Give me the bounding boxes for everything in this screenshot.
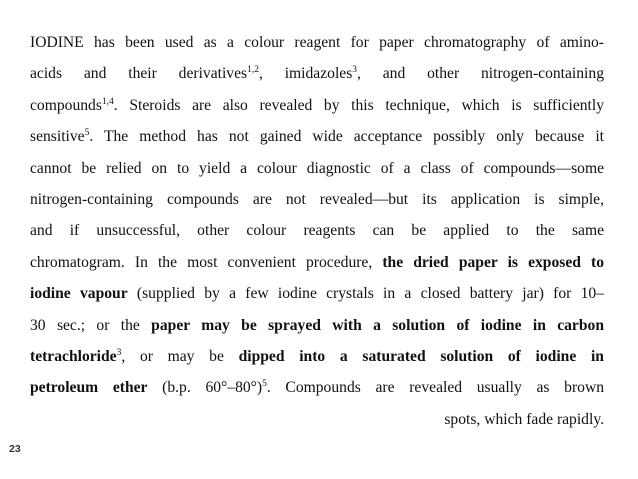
bold-text-run: the dried paper is exposed to xyxy=(382,253,605,271)
text-run: and if unsuccessful, other colour reagents can be applied to the same xyxy=(30,222,604,240)
text-run: 30 sec.; or the xyxy=(30,316,152,334)
text-run: . Compounds are revealed usually as brown xyxy=(266,379,605,397)
text-run: nitrogen-containing compounds are not revealed—but its application is simple, xyxy=(30,190,604,208)
citation-superscript: 3 xyxy=(352,65,358,76)
text-line xyxy=(30,27,604,58)
text-run: acids and their derivatives xyxy=(30,65,248,83)
text-run: (supplied by a few iodine crystals in a closed battery jar) for 10– xyxy=(127,285,604,303)
citation-superscript: 3 xyxy=(116,347,122,358)
citation-superscript: 1,4 xyxy=(101,96,114,107)
text-line xyxy=(30,247,604,278)
text-line xyxy=(30,341,604,372)
text-line xyxy=(30,278,604,309)
page-number: 23 xyxy=(9,443,21,455)
text-run: spots, which fade rapidly. xyxy=(444,410,604,428)
text-run: chromatogram. In the most convenient procedure, xyxy=(30,253,383,271)
text-line xyxy=(30,58,604,89)
text-line xyxy=(30,184,604,215)
text-run: , imidazoles xyxy=(258,65,353,83)
text-run: , or may be xyxy=(121,347,239,365)
bold-text-run: tetrachloride xyxy=(30,347,117,365)
text-run: IODINE has been used as a colour reagent for paper chromatography of amino- xyxy=(30,34,604,51)
text-run: , and other nitrogen-containing xyxy=(357,65,604,83)
text-line xyxy=(30,372,604,403)
text-run: compounds xyxy=(30,96,102,114)
bold-text-run: petroleum ether xyxy=(30,379,148,397)
bold-text-run: iodine vapour xyxy=(30,285,128,303)
text-line xyxy=(30,121,604,152)
text-run: (b.p. 60°–80°) xyxy=(147,379,263,397)
text-line xyxy=(30,90,604,121)
text-run: sensitive xyxy=(30,128,85,146)
text-line xyxy=(30,215,604,246)
text-run: . The method has not gained wide acceptance possibly only because it xyxy=(89,128,604,146)
text-run: . Steroids are also revealed by this technique, which is sufficiently xyxy=(113,96,604,114)
citation-superscript: 1,2 xyxy=(247,65,259,76)
text-line xyxy=(30,310,604,341)
bold-text-run: paper may be sprayed with a solution of iodine in carbon xyxy=(151,316,604,334)
citation-superscript: 5 xyxy=(262,379,267,390)
citation-superscript: 5 xyxy=(84,128,90,139)
body-paragraph xyxy=(30,27,604,435)
text-line xyxy=(30,404,604,435)
text-line xyxy=(30,153,604,184)
text-run: cannot be relied on to yield a colour diagnostic of a class of compounds—some xyxy=(30,159,604,177)
bold-text-run: dipped into a saturated solution of iodine in xyxy=(238,347,604,365)
